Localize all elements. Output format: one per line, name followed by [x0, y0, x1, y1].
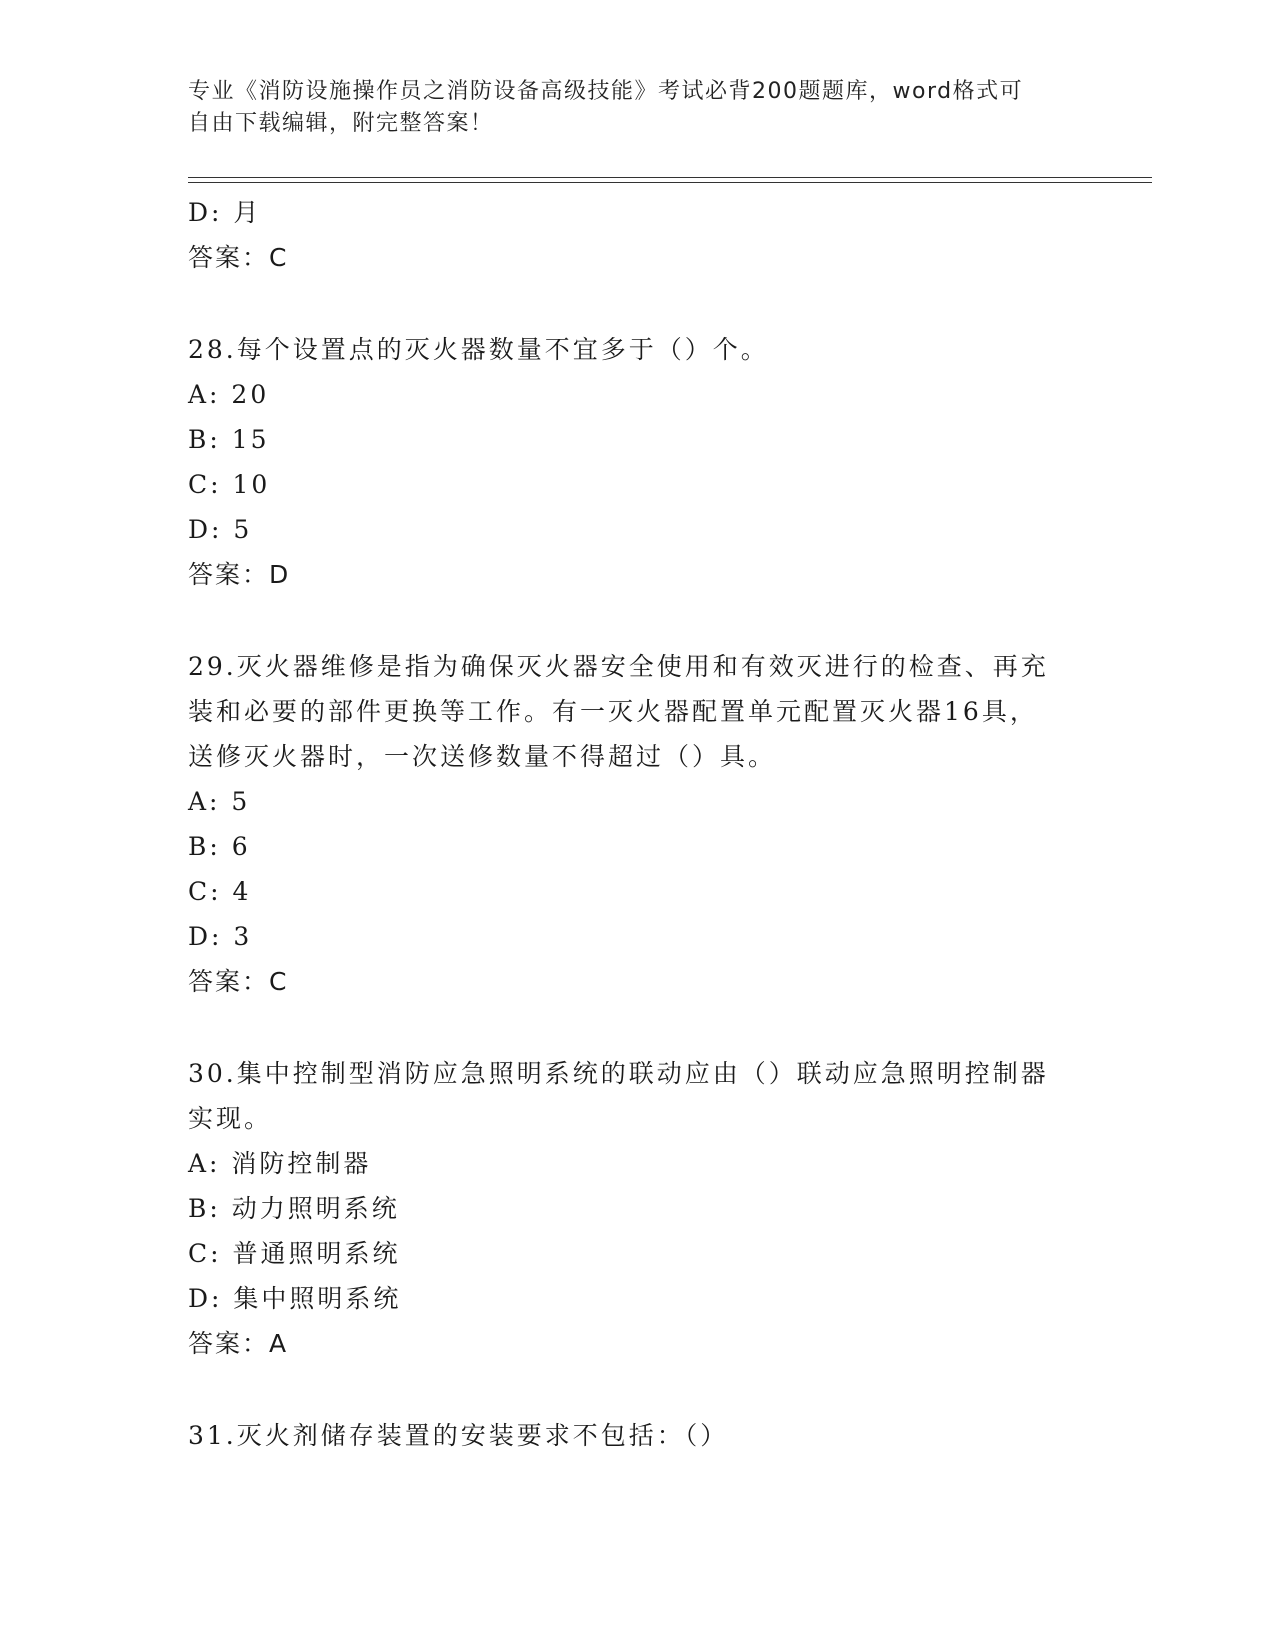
- question-28: [188, 327, 1088, 597]
- question-stem-line-3: 送修灭火器时，一次送修数量不得超过（）具。: [188, 742, 777, 771]
- question-stem-line-1: 29.灭火器维修是指为确保灭火器安全使用和有效灭进行的检查、再充: [188, 652, 1049, 681]
- question-stem: 31.灭火剂储存装置的安装要求不包括：（）: [188, 1421, 729, 1450]
- question-stem: 28.每个设置点的灭火器数量不宜多于（）个。: [188, 335, 769, 364]
- spacer: [188, 597, 1088, 644]
- spacer: [188, 1004, 1088, 1051]
- spacer: [188, 1366, 1088, 1413]
- question-list: [188, 190, 1088, 1458]
- option-b: B: 6: [188, 832, 251, 861]
- header-divider-top: [188, 177, 1152, 178]
- question-29: [188, 644, 1088, 1004]
- answer: 答案：A: [188, 1329, 289, 1358]
- option-a: A: 消防控制器: [188, 1149, 372, 1178]
- spacer: [188, 280, 1088, 327]
- document-header: [188, 76, 1088, 140]
- option-b: B: 15: [188, 425, 270, 454]
- answer: 答案：C: [188, 967, 289, 996]
- option-b: B: 动力照明系统: [188, 1194, 400, 1223]
- option-a: A: 5: [188, 787, 251, 816]
- question-stem-line-2: 装和必要的部件更换等工作。有一灭火器配置单元配置灭火器16具，: [188, 697, 1038, 726]
- option-c: C: 10: [188, 470, 271, 499]
- header-divider-bottom: [188, 182, 1152, 183]
- previous-answer: 答案：C: [188, 243, 289, 272]
- previous-option-d: D: 月: [188, 198, 262, 227]
- option-d: D: 3: [188, 922, 253, 951]
- header-title-line-1: 专业《消防设施操作员之消防设备高级技能》考试必背200题题库，word格式可: [188, 79, 1024, 104]
- option-d: D: 集中照明系统: [188, 1284, 402, 1313]
- question-stem-line-1: 30.集中控制型消防应急照明系统的联动应由（）联动应急照明控制器: [188, 1059, 1049, 1088]
- option-c: C: 4: [188, 877, 252, 906]
- question-31: [188, 1413, 1088, 1458]
- option-c: C: 普通照明系统: [188, 1239, 401, 1268]
- option-a: A: 20: [188, 380, 270, 409]
- answer: 答案：D: [188, 560, 291, 589]
- question-30: [188, 1051, 1088, 1366]
- option-d: D: 5: [188, 515, 253, 544]
- header-title-line-2: 自由下载编辑，附完整答案！: [188, 111, 494, 136]
- question-stem-line-2: 实现。: [188, 1104, 273, 1133]
